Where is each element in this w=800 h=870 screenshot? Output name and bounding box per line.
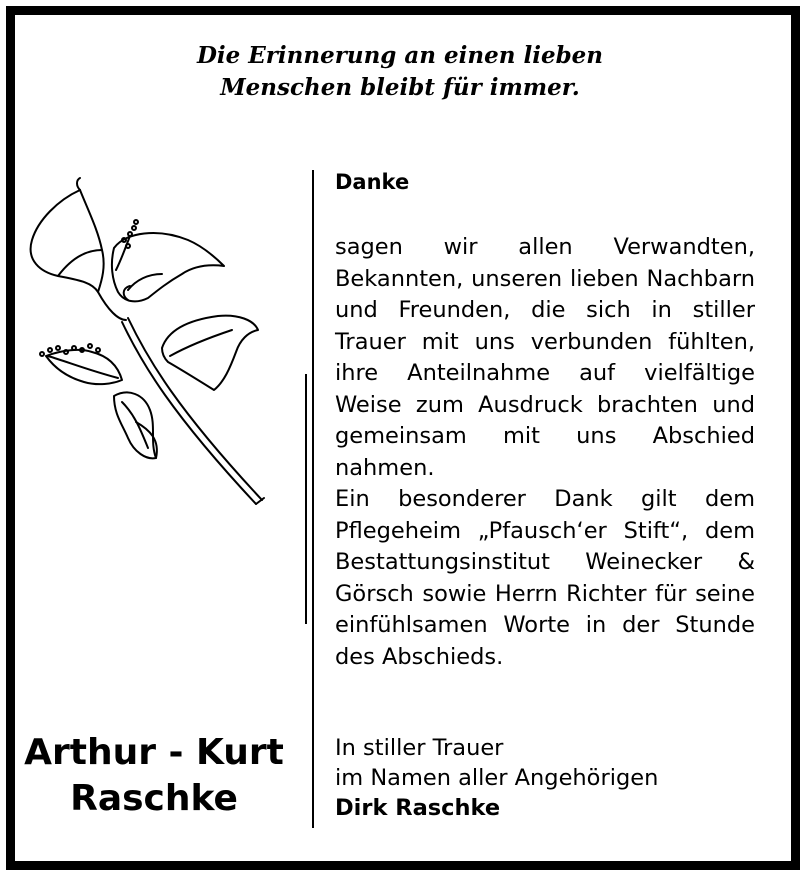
calla-lily-icon — [18, 170, 288, 510]
divider-line-short — [305, 374, 307, 624]
deceased-name-line-1: Arthur - Kurt — [24, 732, 284, 773]
signature-block — [335, 733, 755, 823]
thanks-message — [335, 232, 755, 673]
motto-line-2: Menschen bleibt für immer. — [220, 74, 580, 101]
signature-line-2: im Namen aller Angehörigen — [335, 765, 659, 791]
signer-name: Dirk Raschke — [335, 795, 501, 821]
motto-line-1: Die Erinnerung an einen lieben — [196, 42, 604, 69]
deceased-name-line-2: Raschke — [70, 778, 238, 819]
thanks-paragraph-2: Ein besonderer Dank gilt dem Pflegeheim „Pfausch‘er Stift“, dem Bestattungsinstitut Weinecker & Görsch sowie Herrn Richter für seine einfühlsamen Worte in der Stunde des Abschieds. — [335, 486, 755, 670]
divider-line-long — [312, 170, 314, 828]
deceased-name — [14, 730, 294, 822]
thanks-heading: Danke — [335, 170, 410, 194]
thanks-paragraph-1: sagen wir allen Verwandten, Bekannten, unseren lieben Nachbarn und Freunden, die sich in stiller Trauer mit uns verbunden fühlten, ihre Anteilnahme auf vielfältige Weise zum Ausdruck brachten und gemeinsam mit uns Abschied nahmen. — [335, 234, 755, 481]
signature-line-1: In stiller Trauer — [335, 735, 504, 761]
motto — [0, 40, 800, 104]
